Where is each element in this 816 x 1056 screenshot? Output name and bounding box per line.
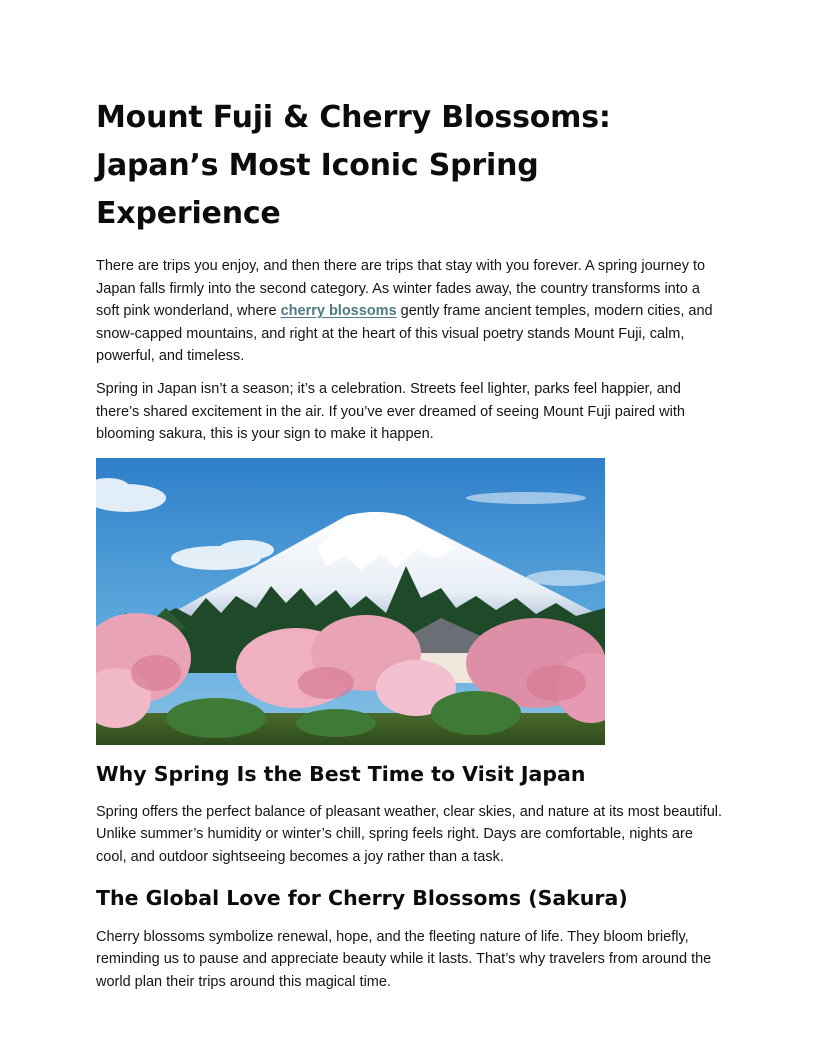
mount-fuji-cherry-blossom-photo xyxy=(96,458,605,745)
intro-text-before-link: There are trips you enjoy, and then there are trips that stay with you forever. A spring journey to Japan falls firmly into the second category. As winter fades away, the country transforms into a soft pink wonderland, where xyxy=(96,258,706,320)
intro-paragraph-1 xyxy=(96,255,722,368)
intro-paragraph-2: Spring in Japan isn’t a season; it’s a celebration. Streets feel lighter, parks feel happier, and there’s shared excitement in the air. If you’ve ever dreamed of seeing Mount Fuji paired with blooming sakura, this is your sign to make it happen. xyxy=(96,380,685,443)
cherry-blossoms-link[interactable]: cherry blossoms xyxy=(280,303,397,320)
intro-text-after-link: gently frame ancient temples, modern cities, and snow-capped mountains, and right at the heart of this visual poetry stands Mount Fuji, calm, powerful, and timeless. xyxy=(96,303,713,365)
section-heading-global-love: The Global Love for Cherry Blossoms (Sakura) xyxy=(96,885,628,910)
section-paragraph-global-love: Cherry blossoms symbolize renewal, hope, and the fleeting nature of life. They bloom briefly, reminding us to pause and appreciate beauty while it lasts. That’s why travelers from around the world plan their trips around this magical time. xyxy=(96,928,712,990)
section-heading-why-spring: Why Spring Is the Best Time to Visit Japan xyxy=(96,761,586,786)
article xyxy=(96,94,722,993)
article-title: Mount Fuji & Cherry Blossoms: Japan’s Most Iconic Spring Experience xyxy=(96,100,611,231)
section-paragraph-why-spring: Spring offers the perfect balance of pleasant weather, clear skies, and nature at its most beautiful. Unlike summer’s humidity or winter’s chill, spring feels right. Days are comfortable, nights are cool, and outdoor sightseeing becomes a joy rather than a task. xyxy=(96,803,723,865)
